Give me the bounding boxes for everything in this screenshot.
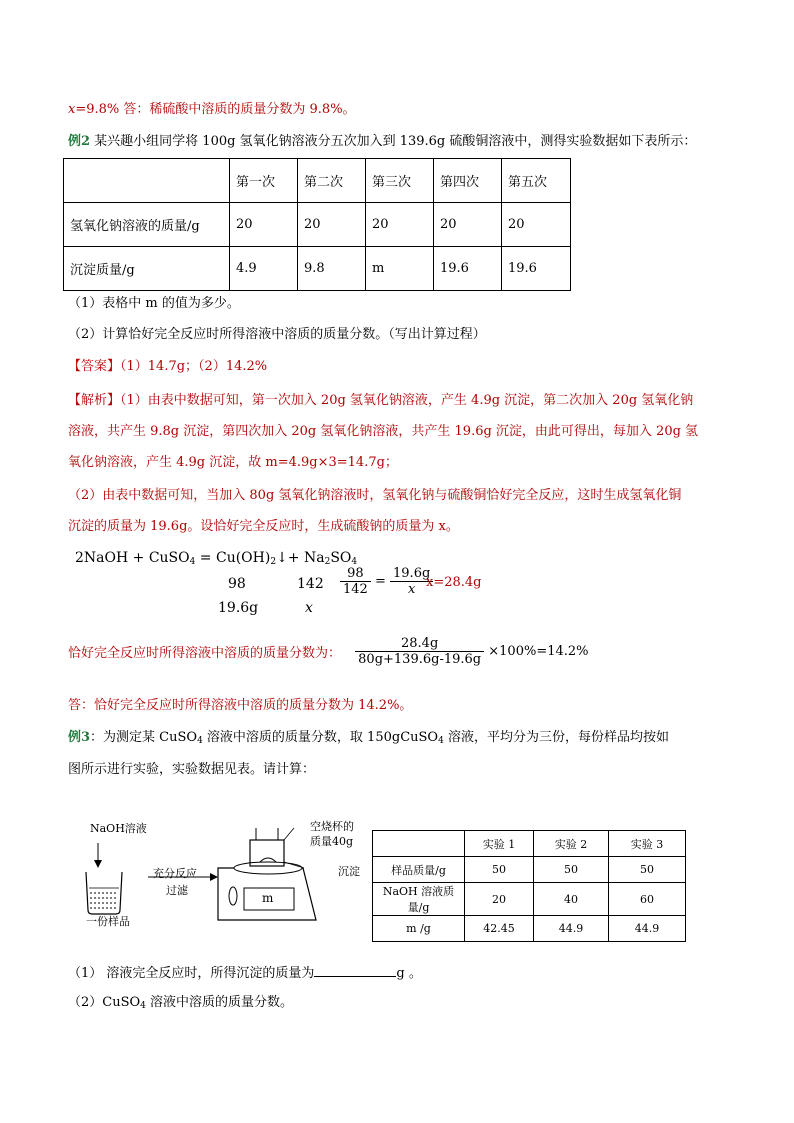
table-row: 样品质量/g 50 50 50 [373,857,686,883]
table-header-row: 实验 1 实验 2 实验 3 [373,831,686,857]
proportion: $\frac{98}{142}$ = $\frac{19.6g}{x}$ [340,566,433,597]
question-2: （2）计算恰好完全反应时所得溶液中溶质的质量分数。（写出计算过程） [68,327,486,342]
analysis-line-4: （2）由表中数据可知，当加入 80g 氢氧化钠溶液时，氢氧化钠与硫酸铜恰好完全反应，这时生成氢氧化铜 [68,488,682,503]
scale-display: m [262,891,274,905]
example3-question-2: （2）CuSO$_4$ 溶液中溶质的质量分数。 [68,995,294,1011]
table-row: m /g 42.45 44.9 44.9 [373,916,686,942]
example2-question: 例2 某兴趣小组同学将 100g 氢氧化钠溶液分五次加入到 139.6g 硫酸铜溶液中，测得实验数据如下表所示： [68,134,697,149]
example3-question: 例3：为测定某 CuSO$_4$ 溶液中溶质的质量分数，取 150gCuSO$_4$ 溶液，平均分为三份，每份样品均按如 [68,730,669,746]
arrow-bottom-label: 过滤 [166,884,188,897]
arrow-top-label: 充分反应 [153,867,197,880]
precipitate-label: 沉淀 [338,865,360,878]
example3-question-1: （1） 溶液完全反应时，所得沉淀的质量为 g 。 [68,962,422,984]
molar-mass-naoh: 98 [228,576,246,592]
sample-beaker-icon [86,843,122,914]
data-table-example3 [372,830,686,942]
analysis-line-5: 沉淀的质量为 19.6g。设恰好完全反应时，生成硫酸钠的质量为 x。 [68,519,459,534]
balance-scale-icon [218,828,316,920]
analysis-line-3: 氧化钠溶液，产生 4.9g 沉淀，故 m=4.9g×3=14.7g； [68,455,398,470]
table-header-row: 第一次 第二次 第三次 第四次 第五次 [64,159,571,203]
example3-question-line2: 图所示进行实验，实验数据见表。请计算： [68,762,316,777]
question-1: （1）表格中 m 的值为多少。 [68,296,240,311]
answer-blank[interactable] [314,962,396,977]
analysis-line-1: 【解析】（1）由表中数据可知，第一次加入 20g 氢氧化钠溶液，产生 4.9g 沉淀，第二次加入 20g 氢氧化钠 [68,393,694,408]
intro-answer: x=9.8% 答：稀硫酸中溶质的质量分数为 9.8%。 [68,102,356,117]
mass-fraction-calculation: 恰好完全反应时所得溶液中溶质的质量分数为： $\frac{28.4g}{80g+139.6g-19.6g}$ ×100%=14.2% [68,636,589,667]
beaker-label-1: 空烧杯的 [310,820,354,833]
table-row: 沉淀质量/g 4.9 9.8 m 19.6 19.6 [64,247,571,291]
chemical-equation: 2NaOH + CuSO$_4$ = $Cu(OH)_2↓+ Na_2SO_4$ [75,550,358,567]
naoh-label: NaOH溶液 [90,822,147,835]
beaker-label-2: 质量40g [310,835,354,848]
table-row: NaOH 溶液质量/g 20 40 60 [373,883,686,916]
unknown-x: x [305,600,313,616]
answer-line: 【答案】（1）14.7g；（2）14.2% [68,359,268,374]
sample-label: 一份样品 [86,915,130,928]
table-row: 氢氧化钠溶液的质量/g 20 20 20 20 20 [64,203,571,247]
given-mass: 19.6g [218,600,259,616]
analysis-line-2: 溶液，共产生 9.8g 沉淀，第四次加入 20g 氢氧化钠溶液，共产生 19.6g 沉淀，由此可得出，每加入 20g 氢 [68,424,699,439]
final-answer: 答：恰好完全反应时所得溶液中溶质的质量分数为 14.2%。 [68,698,413,713]
data-table-example2 [63,158,571,291]
x-result: x=28.4g [426,575,482,590]
molar-mass-na2so4: 142 [297,576,324,592]
